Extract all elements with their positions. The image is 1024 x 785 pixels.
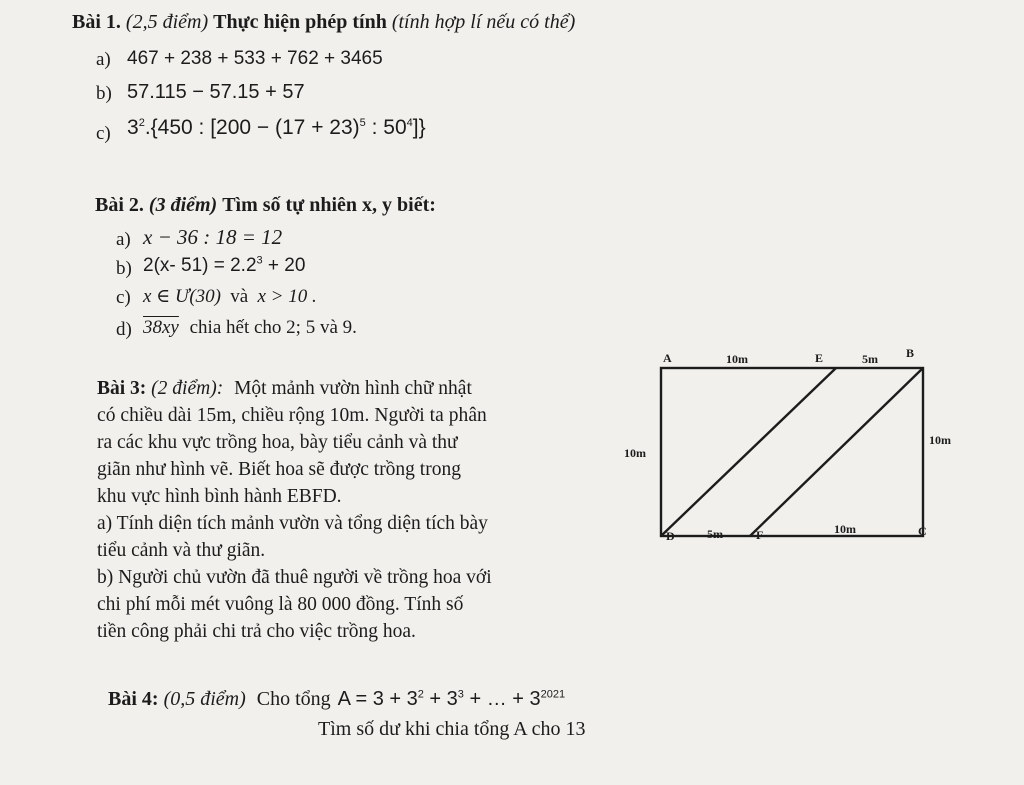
bai3-line-9: tiền công phải chi trả cho việc trồng hoa.: [97, 621, 416, 642]
garden-rectangle: [661, 368, 923, 536]
bai4-task: Tìm số dư khi chia tổng A cho 13: [318, 718, 586, 740]
bai1-b-label: b): [96, 83, 112, 104]
bai4-sum: $A = 3 + 3^2 + 3^3$ + … + $3^{2021}$: [337, 688, 566, 710]
bai2-a-expr: x − 36 : 18 = 12: [143, 225, 283, 249]
bai4-points: (0,5 điểm): [163, 688, 246, 710]
bai1-hint: (tính hợp lí nếu có thể): [391, 11, 576, 33]
bai2-d-expr: [143, 317, 357, 339]
length-FC: 10m: [834, 522, 856, 536]
bai1-a-label: a): [96, 49, 111, 70]
bai1-c-expr: $3^2.\{450$ : [$200 - (17 + 23)^5$ : $50^4$]}: [127, 116, 426, 139]
bai3-line-1: có chiều dài 15m, chiều rộng 10m. Người ta phân: [97, 405, 487, 426]
bai1-a-expr: 467 + 238 + 533 + 762 + 3465: [127, 48, 383, 69]
segment-DE: [661, 368, 836, 536]
bai2-c-expr: x ∈ Ư(30) và x > 10 .: [143, 286, 317, 307]
length-EB: 5m: [862, 352, 878, 366]
bai2-b-label: b): [116, 258, 132, 279]
vertex-A: A: [663, 351, 672, 365]
bai2-d-text: chia hết cho 2; 5 và 9.: [189, 317, 357, 338]
segment-FB: [750, 368, 923, 536]
bai2-title: Bài 2.: [95, 194, 144, 216]
bai4-intro: Cho tổng: [256, 688, 331, 710]
bai3-line-8: chi phí mỗi mét vuông là 80 000 đồng. Tính số: [97, 594, 464, 615]
bai4-title: Bài 4:: [108, 688, 159, 710]
length-BC: 10m: [929, 433, 951, 447]
bai1-title: Bài 1.: [72, 11, 121, 33]
bai3-line-2: ra các khu vực trồng hoa, bày tiểu cảnh và thư: [97, 432, 458, 453]
length-DF: 5m: [707, 527, 723, 541]
bai2-c-label: c): [116, 287, 131, 308]
bai1-c-label: c): [96, 123, 111, 144]
bai3-line-3: giãn như hình vẽ. Biết hoa sẽ được trồng trong: [97, 459, 461, 480]
vertex-C: C: [918, 524, 927, 538]
vertex-D: D: [666, 529, 675, 543]
bai2-d-label: d): [116, 319, 132, 340]
bai3-line-5: a) Tính diện tích mảnh vườn và tổng diện tích bày: [97, 513, 488, 534]
bai3-line-6: tiểu cảnh và thư giãn.: [97, 540, 266, 561]
length-AE: 10m: [726, 352, 748, 366]
bai2-b-expr: 2(x- $51) = 2.2^3 + 20$: [143, 254, 306, 276]
bai1-points: (2,5 điểm): [125, 11, 209, 33]
bai2-points: (3 điểm): [148, 194, 218, 216]
bai3-title: Bài 3:: [97, 378, 147, 399]
bai2-d-number: 38xy: [143, 317, 179, 338]
vertex-E: E: [815, 351, 824, 365]
length-AD: 10m: [624, 446, 646, 460]
bai3-line-4: khu vực hình bình hành EBFD.: [97, 486, 342, 507]
bai3-line-7: b) Người chủ vườn đã thuê người về trồng hoa với: [97, 567, 492, 588]
bai2-heading: [95, 194, 436, 217]
bai1-b-expr: 57.115 − 57.15 + 57: [127, 81, 305, 103]
bai4-heading: [108, 688, 565, 711]
bai1-task: Thực hiện phép tính: [213, 11, 387, 33]
bai1-heading: [72, 11, 575, 34]
bai2-task: Tìm số tự nhiên x, y biết:: [222, 194, 436, 216]
vertex-B: B: [906, 346, 915, 360]
vertex-F: F: [756, 528, 764, 542]
bai3-points: (2 điểm):: [151, 378, 224, 399]
garden-figure: [610, 340, 980, 550]
bai2-a-label: a): [116, 229, 131, 250]
bai3-line-0: Bài 3: (2 điểm): Một mảnh vườn hình chữ nhật: [97, 378, 472, 399]
